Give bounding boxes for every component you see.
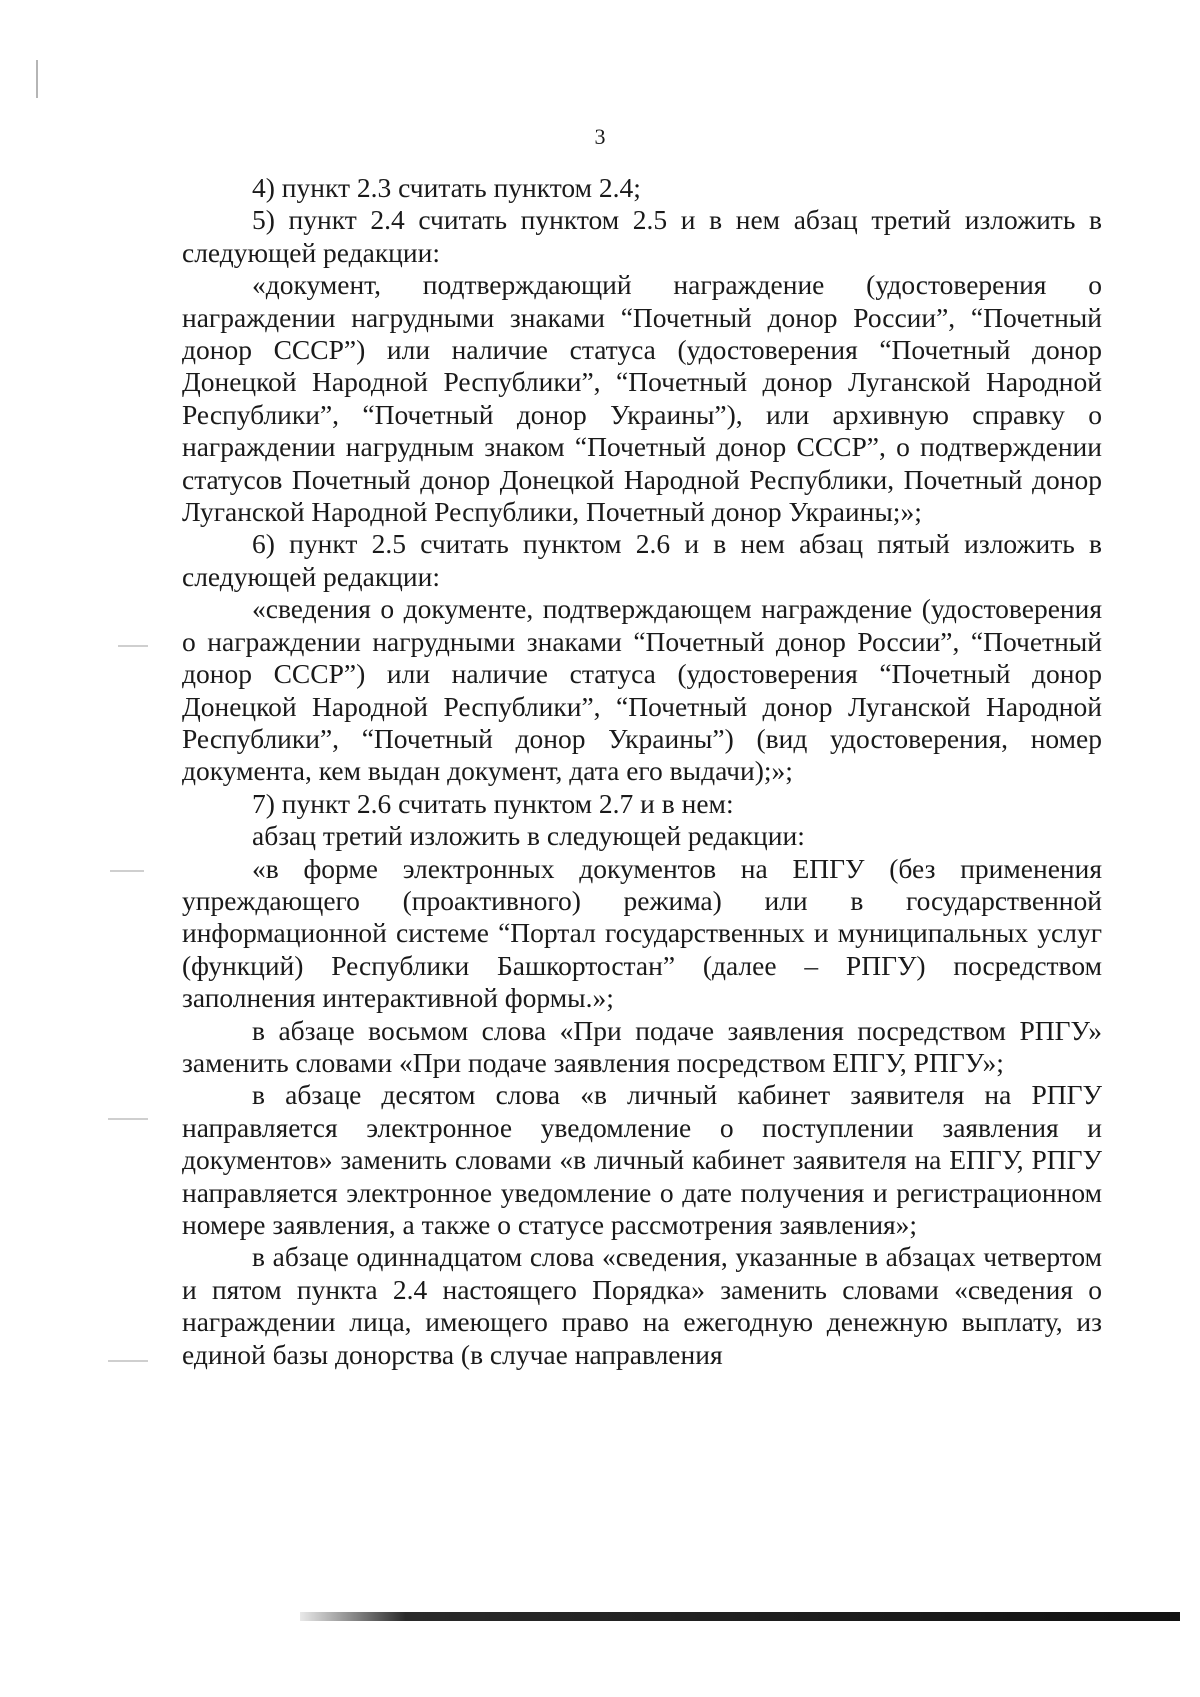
page-number: 3 xyxy=(594,124,606,149)
document-body xyxy=(182,172,1102,1371)
paragraph-quote-form: «в форме электронных документов на ЕПГУ (без применения упреждающего (проактивного) режима) или в государственной информационной системе “Портал государственных и муниципальных услуг (функций) Республики Башкортостан” (далее – РПГУ) посредством заполнения интерактивной формы.»; xyxy=(182,852,1102,1014)
paragraph-eleventh-abzac: в абзаце одиннадцатом слова «сведения, указанные в абзацах четвертом и пятом пункта 2.4 настоящего Порядка» заменить словами «сведения о награждении лица, имеющего право на ежегодную денежную выплату, из единой базы донорства (в случае направления xyxy=(182,1241,1102,1370)
scan-edge-mark xyxy=(36,60,38,98)
paragraph-quote-document: «документ, подтверждающий награждение (удостоверения о награждении нагрудными знаками “Почетный донор России”, “Почетный донор СССР”) или наличие статуса (удостоверения “Почетный донор Донецкой Народной Республики”, “Почетный донор Луганской Народной Республики”, “Почетный донор Украины”), или архивную справку о награждении нагрудным знаком “Почетный донор СССР”, о подтверждении статусов Почетный донор Донецкой Народной Республики, Почетный донор Луганской Народной Республики, Почетный донор Украины;»; xyxy=(182,269,1102,528)
paragraph-item-6: 6) пункт 2.5 считать пунктом 2.6 и в нем абзац пятый изложить в следующей редакции: xyxy=(182,528,1102,592)
paragraph-item-5: 5) пункт 2.4 считать пунктом 2.5 и в нем абзац третий изложить в следующей редакции: xyxy=(182,204,1102,268)
paragraph-tenth-abzac: в абзаце десятом слова «в личный кабинет заявителя на РПГУ направляется электронное уведомление о поступлении заявления и документов» заменить словами «в личный кабинет заявителя на ЕПГУ, РПГУ направляется электронное уведомление о дате получения и регистрационном номере заявления, а также о статусе рассмотрения заявления»; xyxy=(182,1079,1102,1240)
scan-bottom-line xyxy=(300,1612,1180,1621)
paragraph-item-7: 7) пункт 2.6 считать пунктом 2.7 и в нем: xyxy=(252,787,734,819)
paragraph-item-4: 4) пункт 2.3 считать пунктом 2.4; xyxy=(252,172,641,203)
paragraph-quote-info: «сведения о документе, подтверждающем награждение (удостоверения о награждении нагрудными знаками “Почетный донор России”, “Почетный донор СССР”) или наличие статуса (удостоверения “Почетный донор Донецкой Народной Республики”, “Почетный донор Луганской Народной Республики”, “Почетный донор Украины”) (вид удостоверения, номер документа, кем выдан документ, дата его выдачи);»; xyxy=(182,593,1102,787)
paragraph-eighth-abzac: в абзаце восьмом слова «При подаче заявления посредством РПГУ» заменить словами «При подаче заявления посредством ЕПГУ, РПГУ»; xyxy=(182,1014,1102,1078)
scan-margin-mark xyxy=(110,870,144,872)
scan-margin-mark xyxy=(108,1360,148,1362)
paragraph-third-abzac: абзац третий изложить в следующей редакции: xyxy=(252,820,805,852)
scan-margin-mark xyxy=(118,645,148,647)
scan-margin-mark xyxy=(108,1118,148,1120)
